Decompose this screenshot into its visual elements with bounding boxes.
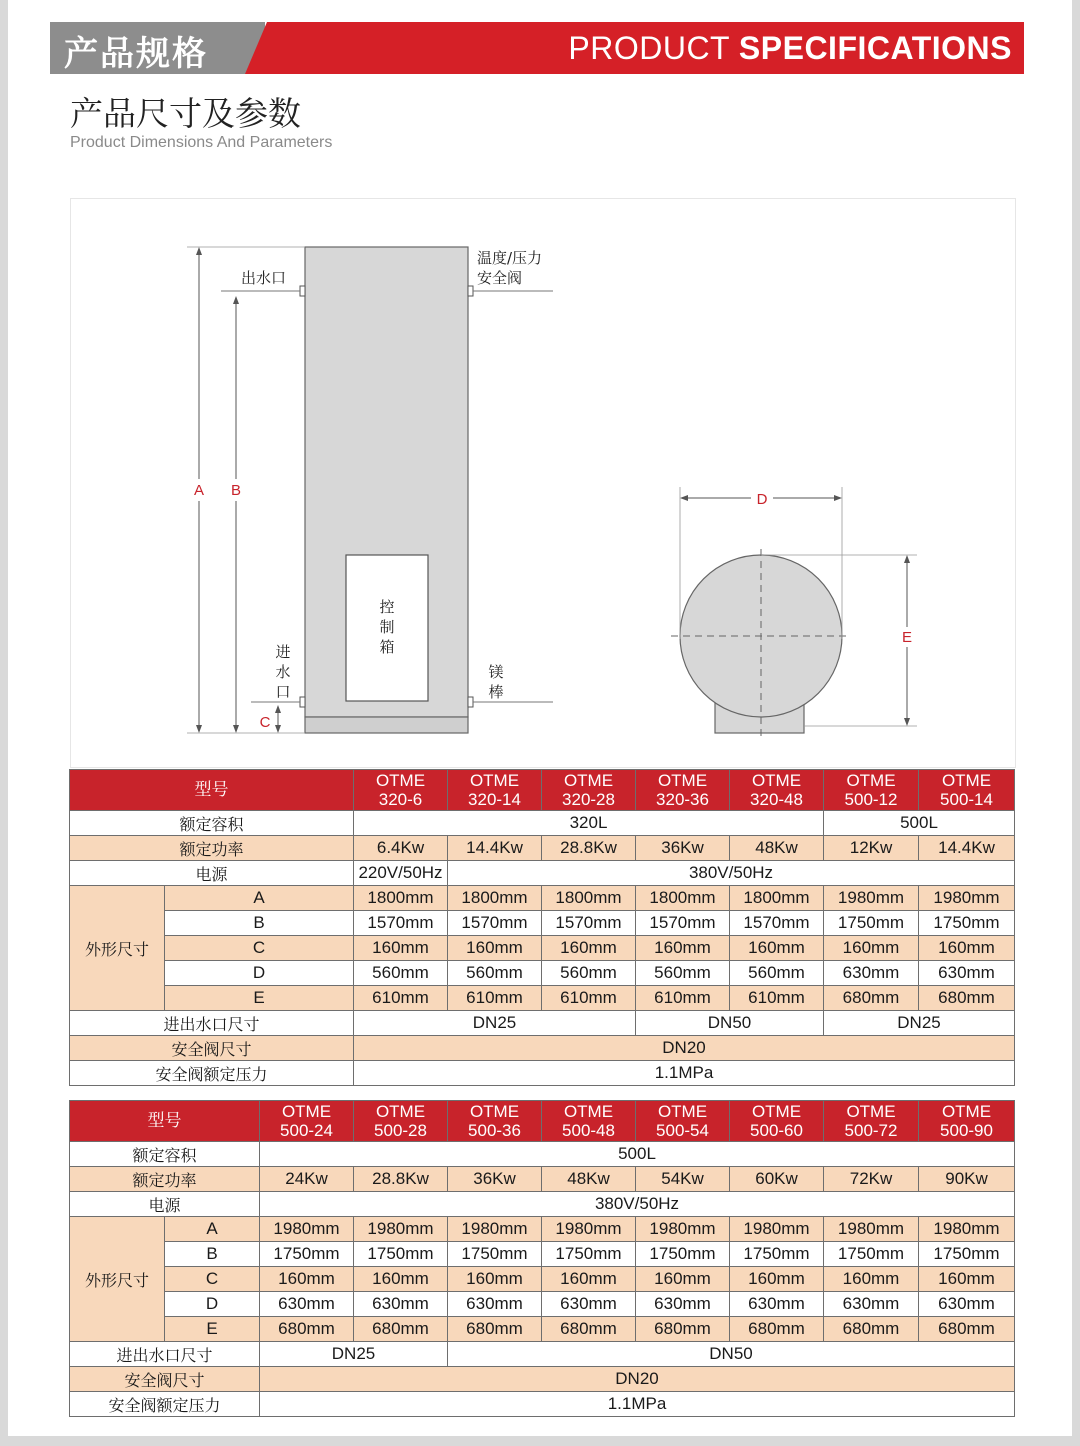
table2-port-value: DN50 [448, 1342, 1015, 1367]
table2-model [636, 1101, 730, 1142]
inlet-port [300, 697, 305, 707]
table2-dim-name: C [165, 1267, 260, 1292]
table1-dim-cell: 610mm [542, 986, 636, 1011]
table2-dims-label: 外形尺寸 [70, 1217, 165, 1342]
table1-dim-cell: 1570mm [730, 911, 824, 936]
table1-model-series: OTME [846, 771, 896, 790]
table1-model-label: 型号 [70, 770, 354, 811]
inlet-label-2: 水 [275, 663, 291, 681]
table2-dim-cell: 1750mm [448, 1242, 542, 1267]
table1-dim-cell: 160mm [919, 936, 1015, 961]
table1-dim-cell: 560mm [542, 961, 636, 986]
banner-title-cn: 产品规格 [64, 34, 208, 74]
table2-dim-cell: 1980mm [260, 1217, 354, 1242]
table1-capacity-value: 320L [354, 811, 824, 836]
dim-b-label: B [230, 482, 242, 499]
table1-dim-cell: 560mm [354, 961, 448, 986]
table1-dim-cell: 610mm [448, 986, 542, 1011]
table2-model-code: 500-24 [280, 1121, 333, 1140]
table1-power-cell: 36Kw [636, 836, 730, 861]
table1-dim-cell: 160mm [824, 936, 919, 961]
table1-dim-cell: 630mm [824, 961, 919, 986]
table2-model-code: 500-54 [656, 1121, 709, 1140]
table2-dim-cell: 160mm [636, 1267, 730, 1292]
table2-dim-name: A [165, 1217, 260, 1242]
banner-title-en [568, 30, 1012, 67]
table2-dim-cell: 630mm [448, 1292, 542, 1317]
table1-dim-cell: 1800mm [636, 886, 730, 911]
table2-dim-cell: 160mm [542, 1267, 636, 1292]
table1-model-series: OTME [751, 771, 802, 790]
table2-model-series: OTME [846, 1102, 896, 1121]
table1-model-code: 320-28 [562, 790, 615, 809]
table1-model-series: OTME [469, 771, 520, 790]
subtitle-cn: 产品尺寸及参数 [70, 94, 301, 133]
table2-model [730, 1101, 824, 1142]
banner-title-en-bold: SPECIFICATIONS [738, 30, 1012, 66]
table1-dim-row [70, 986, 1015, 1011]
table1-dim-cell: 160mm [730, 936, 824, 961]
table1-supply-label: 电源 [70, 861, 354, 886]
table2-power-cell: 54Kw [636, 1167, 730, 1192]
table2-model-code: 500-36 [468, 1121, 521, 1140]
table2-supply-row [70, 1192, 1015, 1217]
dim-a-label: A [193, 482, 205, 499]
table2-dim-cell: 1750mm [636, 1242, 730, 1267]
table1-dim-cell: 1570mm [636, 911, 730, 936]
table1-dim-cell: 680mm [919, 986, 1015, 1011]
table1-model [542, 770, 636, 811]
control-box-label-3: 箱 [379, 638, 395, 656]
table1-model [824, 770, 919, 811]
table2-model-series: OTME [375, 1102, 426, 1121]
table2-dim-cell: 680mm [919, 1317, 1015, 1342]
table2-power-cell: 72Kw [824, 1167, 919, 1192]
anode-label-1: 镁 [488, 663, 504, 681]
table1-power-cell: 6.4Kw [354, 836, 448, 861]
inlet-label-3: 口 [275, 683, 291, 701]
table2-model [260, 1101, 354, 1142]
table2-model [919, 1101, 1015, 1142]
table2-dim-cell: 630mm [636, 1292, 730, 1317]
table2-dim-cell: 680mm [448, 1317, 542, 1342]
table2-dim-cell: 1750mm [542, 1242, 636, 1267]
table1-capacity-label: 额定容积 [70, 811, 354, 836]
table1-power-cell: 28.8Kw [542, 836, 636, 861]
table2-supply-value: 380V/50Hz [260, 1192, 1015, 1217]
table1-supply-row [70, 861, 1015, 886]
table1-valve-size-label: 安全阀尺寸 [70, 1036, 354, 1061]
anode-label-2: 棒 [488, 683, 504, 701]
table1-dim-cell: 1750mm [919, 911, 1015, 936]
table2-model [542, 1101, 636, 1142]
table1-model-code: 320-14 [468, 790, 521, 809]
table2-valve-pressure-label: 安全阀额定压力 [70, 1392, 260, 1417]
table1-valve-pressure-value: 1.1MPa [354, 1061, 1015, 1086]
table1-model-row [70, 770, 1015, 811]
table1-port-value: DN50 [636, 1011, 824, 1036]
table2-dim-cell: 160mm [354, 1267, 448, 1292]
table1-dim-name: B [165, 911, 354, 936]
table1-dim-cell: 160mm [354, 936, 448, 961]
table1-port-label: 进出水口尺寸 [70, 1011, 354, 1036]
table2-dim-row [70, 1242, 1015, 1267]
table1-dim-cell: 680mm [824, 986, 919, 1011]
table1-power-label: 额定功率 [70, 836, 354, 861]
table1-capacity-value: 500L [824, 811, 1015, 836]
table1-model-code: 320-36 [656, 790, 709, 809]
table1-dim-cell: 630mm [919, 961, 1015, 986]
dim-e-label: E [901, 629, 913, 646]
table2-model-row [70, 1101, 1015, 1142]
table2-model-series: OTME [281, 1102, 332, 1121]
table2-valve-size-row [70, 1367, 1015, 1392]
table1-valve-size-value: DN20 [354, 1036, 1015, 1061]
table2-model-series: OTME [469, 1102, 520, 1121]
table2-model [824, 1101, 919, 1142]
table1-dim-cell: 610mm [730, 986, 824, 1011]
table2-dim-row [70, 1267, 1015, 1292]
inlet-label-1: 进 [275, 643, 291, 661]
table2-dim-cell: 160mm [260, 1267, 354, 1292]
table1-power-row [70, 836, 1015, 861]
table2-model-label: 型号 [70, 1101, 260, 1142]
table2-dim-cell: 630mm [354, 1292, 448, 1317]
table1-power-cell: 48Kw [730, 836, 824, 861]
table2-model [448, 1101, 542, 1142]
table1-dim-name: E [165, 986, 354, 1011]
table2-dim-cell: 160mm [824, 1267, 919, 1292]
table2-dim-cell: 1750mm [824, 1242, 919, 1267]
table2-model-series: OTME [657, 1102, 708, 1121]
table1-dim-cell: 1570mm [354, 911, 448, 936]
table1-dim-cell: 610mm [354, 986, 448, 1011]
table2-dim-cell: 1750mm [260, 1242, 354, 1267]
table2-dim-cell: 1980mm [636, 1217, 730, 1242]
table2-dim-cell: 680mm [260, 1317, 354, 1342]
spec-table-1 [69, 769, 1015, 1086]
table2-power-row [70, 1167, 1015, 1192]
valve-port [468, 286, 473, 296]
table2-dim-cell: 1980mm [824, 1217, 919, 1242]
table1-dim-cell: 1800mm [448, 886, 542, 911]
outlet-label: 出水口 [241, 269, 287, 287]
table1-model-code: 500-14 [940, 790, 993, 809]
table1-dims-label: 外形尺寸 [70, 886, 165, 1011]
subtitle-en: Product Dimensions And Parameters [70, 134, 333, 151]
table2-dim-cell: 680mm [730, 1317, 824, 1342]
table2-model-series: OTME [751, 1102, 802, 1121]
table1-model [636, 770, 730, 811]
table2-dim-cell: 680mm [354, 1317, 448, 1342]
dim-d-label: D [756, 491, 768, 508]
banner-title-en-light: PRODUCT [568, 30, 730, 66]
table2-dim-cell: 1980mm [919, 1217, 1015, 1242]
table1-dim-row [70, 936, 1015, 961]
table2-dim-cell: 1980mm [354, 1217, 448, 1242]
table2-dim-cell: 630mm [824, 1292, 919, 1317]
product-diagram [70, 198, 1016, 768]
table2-valve-size-value: DN20 [260, 1367, 1015, 1392]
table2-model-series: OTME [563, 1102, 614, 1121]
table2-valve-size-label: 安全阀尺寸 [70, 1367, 260, 1392]
table2-power-cell: 24Kw [260, 1167, 354, 1192]
section-banner [50, 22, 1024, 74]
dim-c-label: C [259, 714, 271, 731]
table2-power-cell: 60Kw [730, 1167, 824, 1192]
table2-dim-name: B [165, 1242, 260, 1267]
table1-model-series: OTME [941, 771, 992, 790]
tank-base [305, 717, 468, 733]
table2-dim-name: D [165, 1292, 260, 1317]
table2-dim-name: E [165, 1317, 260, 1342]
table1-model-series: OTME [375, 771, 426, 790]
table2-dim-cell: 680mm [636, 1317, 730, 1342]
table2-port-row [70, 1342, 1015, 1367]
table1-dim-cell: 160mm [448, 936, 542, 961]
table1-dim-name: A [165, 886, 354, 911]
table2-dim-cell: 1750mm [730, 1242, 824, 1267]
table2-port-label: 进出水口尺寸 [70, 1342, 260, 1367]
control-box-label-2: 制 [379, 618, 395, 636]
table2-dim-row [70, 1292, 1015, 1317]
table2-model-code: 500-60 [750, 1121, 803, 1140]
table1-dim-cell: 610mm [636, 986, 730, 1011]
table1-port-value: DN25 [824, 1011, 1015, 1036]
anode-port [468, 697, 473, 707]
table1-power-cell: 14.4Kw [448, 836, 542, 861]
table2-dim-row [70, 1317, 1015, 1342]
table1-dim-cell: 1980mm [919, 886, 1015, 911]
table2-valve-pressure-row [70, 1392, 1015, 1417]
table2-model-code: 500-72 [844, 1121, 898, 1140]
table1-model-code: 500-12 [844, 790, 898, 809]
table1-dim-cell: 560mm [636, 961, 730, 986]
table1-model-code: 320-6 [378, 790, 423, 809]
table2-dim-cell: 1980mm [542, 1217, 636, 1242]
table1-dim-cell: 560mm [730, 961, 824, 986]
table1-supply-value: 380V/50Hz [448, 861, 1015, 886]
table2-dim-cell: 1980mm [448, 1217, 542, 1242]
table1-dim-cell: 1800mm [542, 886, 636, 911]
table1-dim-row [70, 886, 1015, 911]
table2-dim-cell: 680mm [824, 1317, 919, 1342]
table1-dim-name: D [165, 961, 354, 986]
table1-dim-cell: 1750mm [824, 911, 919, 936]
table1-model-series: OTME [563, 771, 614, 790]
spec-table-2 [69, 1100, 1015, 1417]
table2-dim-cell: 680mm [542, 1317, 636, 1342]
table1-power-cell: 14.4Kw [919, 836, 1015, 861]
control-box-label-1: 控 [379, 598, 395, 616]
table1-dim-cell: 560mm [448, 961, 542, 986]
table2-power-cell: 28.8Kw [354, 1167, 448, 1192]
table1-dim-cell: 160mm [542, 936, 636, 961]
table1-dim-cell: 1980mm [824, 886, 919, 911]
table2-dim-cell: 1980mm [730, 1217, 824, 1242]
table1-dim-cell: 160mm [636, 936, 730, 961]
table1-dim-row [70, 911, 1015, 936]
table1-model-code: 320-48 [750, 790, 803, 809]
table1-dim-cell: 1570mm [448, 911, 542, 936]
table1-dim-cell: 1570mm [542, 911, 636, 936]
table1-dim-cell: 1800mm [354, 886, 448, 911]
table2-dim-cell: 160mm [919, 1267, 1015, 1292]
table1-dim-name: C [165, 936, 354, 961]
table2-power-label: 额定功率 [70, 1167, 260, 1192]
table2-model-code: 500-90 [940, 1121, 993, 1140]
table2-dim-cell: 630mm [260, 1292, 354, 1317]
table2-valve-pressure-value: 1.1MPa [260, 1392, 1015, 1417]
table1-model-series: OTME [657, 771, 708, 790]
table2-model [354, 1101, 448, 1142]
table2-model-series: OTME [941, 1102, 992, 1121]
table2-power-cell: 48Kw [542, 1167, 636, 1192]
valve-label-2: 安全阀 [477, 269, 523, 287]
table2-capacity-label: 额定容积 [70, 1142, 260, 1167]
table1-model [730, 770, 824, 811]
page-border-bottom [0, 1436, 1080, 1446]
diagram-svg [71, 199, 1015, 767]
table1-model [448, 770, 542, 811]
table1-supply-value: 220V/50Hz [354, 861, 448, 886]
table2-dim-cell: 630mm [730, 1292, 824, 1317]
table2-dim-cell: 1750mm [354, 1242, 448, 1267]
table1-valve-pressure-row [70, 1061, 1015, 1086]
table2-model-code: 500-48 [562, 1121, 615, 1140]
outlet-port [300, 286, 305, 296]
page-border-left [0, 0, 8, 1446]
table1-model [919, 770, 1015, 811]
table2-capacity-value: 500L [260, 1142, 1015, 1167]
table2-dim-row [70, 1217, 1015, 1242]
table2-supply-label: 电源 [70, 1192, 260, 1217]
table1-dim-cell: 1800mm [730, 886, 824, 911]
table1-capacity-row [70, 811, 1015, 836]
table2-dim-cell: 160mm [730, 1267, 824, 1292]
table1-dim-row [70, 961, 1015, 986]
table2-port-value: DN25 [260, 1342, 448, 1367]
table2-dim-cell: 160mm [448, 1267, 542, 1292]
valve-label-1: 温度/压力 [477, 249, 543, 267]
table1-port-value: DN25 [354, 1011, 636, 1036]
table1-power-cell: 12Kw [824, 836, 919, 861]
table2-model-code: 500-28 [374, 1121, 427, 1140]
table1-valve-size-row [70, 1036, 1015, 1061]
table1-valve-pressure-label: 安全阀额定压力 [70, 1061, 354, 1086]
table2-power-cell: 90Kw [919, 1167, 1015, 1192]
table2-dim-cell: 1750mm [919, 1242, 1015, 1267]
table2-dim-cell: 630mm [919, 1292, 1015, 1317]
table2-dim-cell: 630mm [542, 1292, 636, 1317]
page-border-right [1072, 0, 1080, 1446]
table1-model [354, 770, 448, 811]
table2-power-cell: 36Kw [448, 1167, 542, 1192]
table1-port-row [70, 1011, 1015, 1036]
table2-capacity-row [70, 1142, 1015, 1167]
